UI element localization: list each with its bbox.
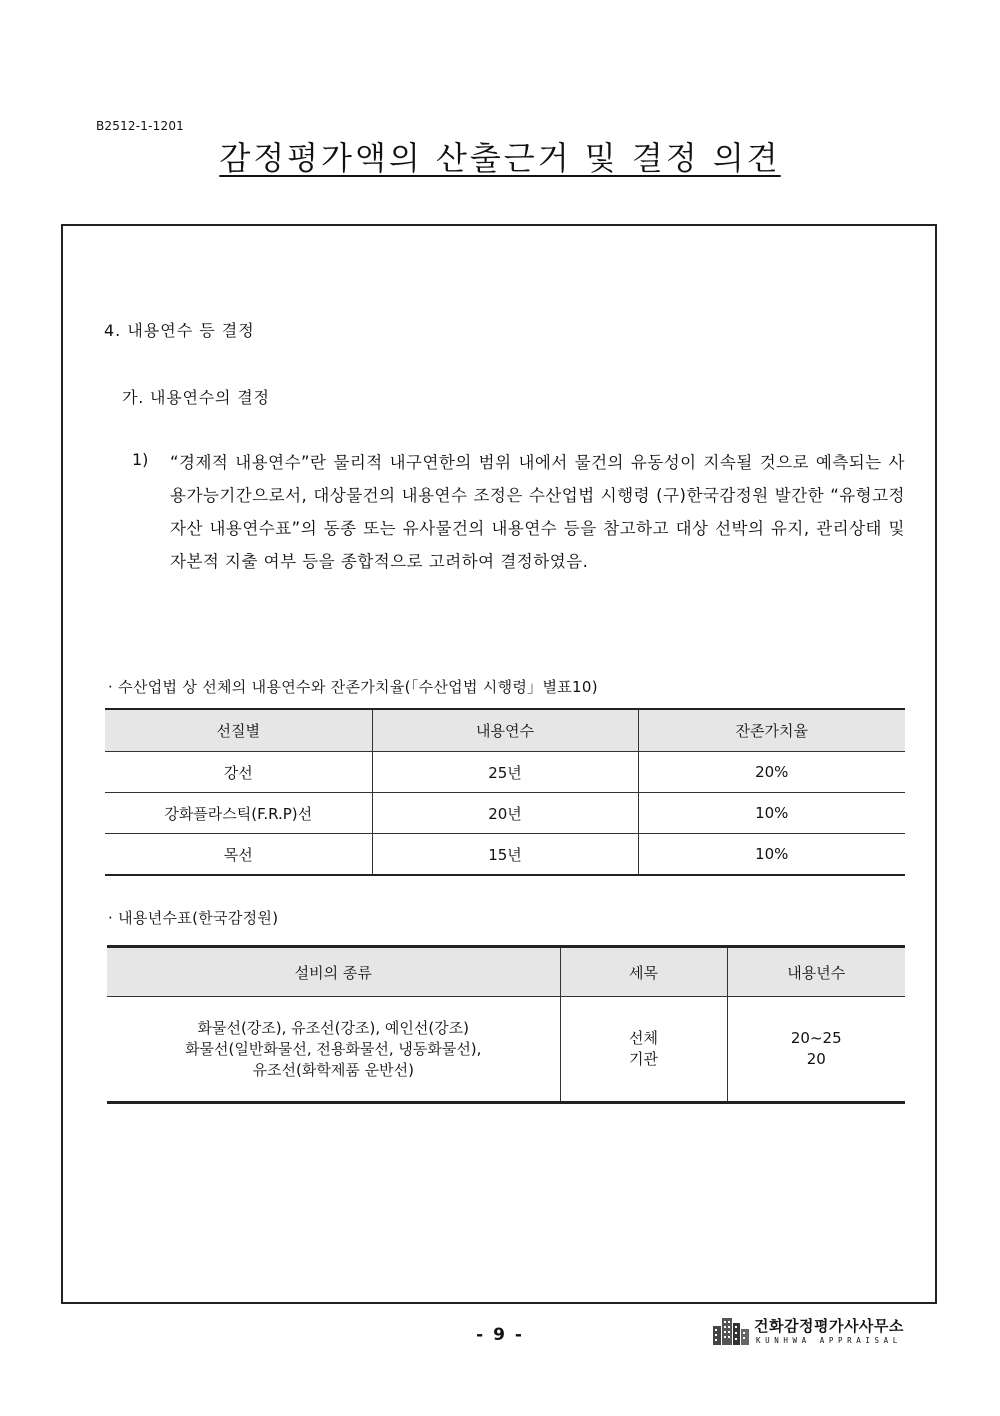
equipment-type-line: 화물선(강조), 유조선(강조), 예인선(강조) <box>197 1018 470 1037</box>
page-title <box>0 133 1000 179</box>
column-header: 잔존가치율 <box>638 709 905 752</box>
item-cell <box>560 997 727 1103</box>
company-logo <box>712 1313 907 1347</box>
table-cell: 15년 <box>372 834 638 876</box>
equipment-type-line: 유조선(화학제품 운반선) <box>252 1060 414 1079</box>
building-logo-icon <box>712 1314 750 1346</box>
table-header-row <box>107 947 905 997</box>
page-title-text: 감정평가액의 산출근거 및 결정 의견 <box>219 139 781 177</box>
equipment-type-cell <box>107 997 560 1103</box>
paragraph-body: “경제적 내용연수”란 물리적 내구연한의 범위 내에서 물건의 유동성이 지속될 것으로 예측되는 사용가능기간으로서, 대상물건의 내용연수 조정은 수산업법 시행령 (구)한국감정원 발간한 “유형고정자산 내용연수표”의 동종 또는 유사물건의 내용연수 등을 참고하고 대상 선박의 유지, 관리상태 및 자본적 지출 여부 등을 종합적으로 고려하여 결정하였음. <box>170 453 905 571</box>
table1-caption: · 수산업법 상 선체의 내용연수와 잔존가치율(「수산업법 시행령」별표10) <box>108 678 598 696</box>
column-header: 내용년수 <box>727 947 905 997</box>
table-header-row <box>105 709 905 752</box>
equipment-type-line: 화물선(일반화물선, 전용화물선, 냉동화물선), <box>185 1039 482 1058</box>
table-row <box>105 834 905 876</box>
table-row <box>107 997 905 1103</box>
logo-korean-name: 건화감정평가사사무소 <box>754 1317 904 1335</box>
table-row <box>105 793 905 834</box>
table-cell: 목선 <box>105 834 372 876</box>
table-cell: 20% <box>638 752 905 793</box>
column-header: 세목 <box>560 947 727 997</box>
document-id: B2512-1-1201 <box>96 119 185 133</box>
durability-table <box>107 945 905 1104</box>
table2-caption: · 내용년수표(한국감정원) <box>108 909 279 927</box>
years-cell <box>727 997 905 1103</box>
logo-english-name: KUNHWA APPRAISAL <box>756 1336 902 1345</box>
section-heading: 4. 내용연수 등 결정 <box>104 321 255 340</box>
sub-heading: 가. 내용연수의 결정 <box>122 388 270 407</box>
table-cell: 강선 <box>105 752 372 793</box>
column-header: 설비의 종류 <box>107 947 560 997</box>
useful-life-table <box>105 708 905 876</box>
paragraph-number: 1) <box>132 450 149 469</box>
table-cell: 10% <box>638 793 905 834</box>
table-cell: 강화플라스틱(F.R.P)선 <box>105 793 372 834</box>
table-cell: 20년 <box>372 793 638 834</box>
years-line: 20 <box>806 1050 826 1068</box>
page-number: - 9 - <box>476 1325 524 1345</box>
table-row <box>105 752 905 793</box>
item-line: 기관 <box>629 1050 658 1068</box>
table-cell: 10% <box>638 834 905 876</box>
column-header: 선질별 <box>105 709 372 752</box>
item-line: 선체 <box>629 1029 658 1047</box>
column-header: 내용연수 <box>372 709 638 752</box>
years-line: 20~25 <box>790 1029 842 1047</box>
table-cell: 25년 <box>372 752 638 793</box>
paragraph-text <box>150 446 905 578</box>
